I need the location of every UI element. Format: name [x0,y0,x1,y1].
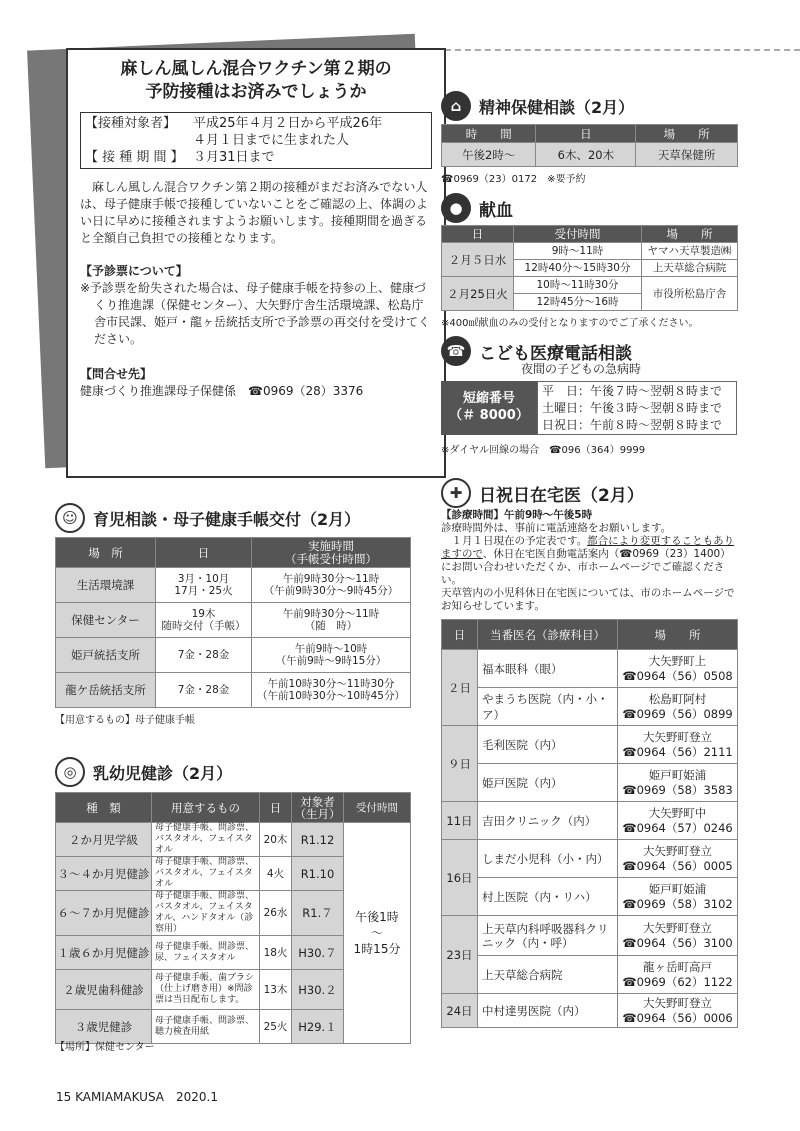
childcare-time: 午前9時～10時 （午前9時～9時15分） [252,638,411,673]
holiday-info [441,509,741,613]
infant-section-title [55,757,232,787]
holiday-header-place: 場 所 [618,620,738,650]
infant-day: 25火 [260,1010,292,1044]
infant-header-type: 種 類 [56,793,152,823]
holiday-doctor: 村上医院（内・リハ） [478,878,618,916]
infant-header-target: 対象者 （生月） [292,793,344,823]
infant-header-items: 用意するもの [152,793,260,823]
childcare-time: 午前9時30分～11時 （随 時） [252,603,411,638]
contact-heading: 【問合せ先】 [80,367,153,381]
holiday-doctor: やまうち医院（内・小・ア） [478,688,618,726]
infant-items: 母子健康手帳、歯ブラシ（仕上げ磨き用）※問診票は当日配布します。 [152,970,260,1010]
mental-title: 精神保健相談（2月） [479,97,635,117]
infant-type: ３～４か月児健診 [56,857,152,891]
top-dashed-rule [425,49,800,51]
contact-value: 健康づくり推進課母子保健係 ☎0969（28）3376 [80,384,364,398]
notice-target-box [80,112,432,169]
mental-header-place: 場 所 [636,125,738,143]
mental-caption: ☎0969（23）0172 ※要予約 [441,174,586,185]
holiday-day: 24日 [442,994,478,1028]
holiday-tel: ☎0969（58）3102 [622,896,733,911]
infant-target: H29.１ [292,1010,344,1044]
holiday-doctor: 上天草総合病院 [478,956,618,994]
notice-title-line1: 麻しん風しん混合ワクチン第２期の [120,59,392,79]
kids-phone-hours [537,381,737,435]
holiday-tel: ☎0964（56）0508 [622,668,733,683]
house-heart-icon: ⌂ [441,91,471,121]
notice-title [80,58,432,104]
target-label: 【接種対象者】 [85,116,177,131]
holiday-addr: 大矢野町登立 [643,995,712,1010]
short-number-label: 短縮番号 [462,391,515,406]
infant-target: H30.２ [292,970,344,1010]
blood-header-date: 日 [442,226,514,243]
holiday-p2c: 、休日在宅医自動電話案内（☎0969（23）1400）にお問い合わせいただくか、市ホームページでご確認ください。 [441,548,731,586]
blood-drop-icon: ● [441,193,471,223]
notice-title-line2: 予防接種はお済みでしょうか [145,82,367,102]
holiday-addr: 大矢野町中 [648,805,707,820]
holiday-tel: ☎0964（56）2111 [622,744,733,759]
holiday-day: ９日 [442,726,478,802]
childcare-place: 生活環境課 [56,568,156,603]
blood-date: ２月５日水 [442,243,514,277]
holiday-addr: 姫戸町姫浦 [648,881,707,896]
holiday-day: 16日 [442,840,478,916]
infant-day: 4火 [260,857,292,891]
hours-holiday: 日祝日：午前８時～翌朝８時まで [542,418,723,432]
kids-phone-title: こども医療電話相談 [479,343,632,364]
holiday-doctor: 吉田クリニック（内） [478,802,618,840]
childcare-table [55,537,411,708]
holiday-addr: 大矢野町上 [648,653,707,668]
blood-header-place: 場 所 [642,226,738,243]
holiday-tel: ☎0969（62）1122 [622,974,733,989]
childcare-time: 午前9時30分～11時 （午前9時30分～9時45分） [252,568,411,603]
blood-place: ヤマハ天草製造㈱ [642,243,738,260]
childcare-days: 7金・28金 [156,673,252,708]
holiday-tel: ☎0969（56）0899 [622,706,733,721]
holiday-addr: 大矢野町登立 [643,843,712,858]
holiday-table [441,619,738,1028]
mental-header-day: 日 [536,125,636,143]
blood-time: 9時～11時 [514,243,642,260]
doctor-icon: ✚ [441,478,471,508]
infant-items: 母子健康手帳、問診票、バスタオル、フェイスタオル [152,823,260,857]
vaccine-notice [36,30,431,460]
holiday-doctor: 中村達男医院（内） [478,994,618,1028]
mother-child-icon: ☺ [55,503,85,533]
mental-days: 6木、20木 [536,143,636,167]
target-value-2: ４月１日までに生まれた人 [193,133,350,148]
kids-phone-subtitle: 夜間の子どもの急病時 [521,362,642,376]
infant-items: 母子健康手帳、問診票、尿、フェイスタオル [152,936,260,970]
holiday-p2b: 都合により変更することもありますので [441,535,735,560]
mental-time: 午後2時～ [442,143,536,167]
telephone-icon: ☎ [441,336,471,366]
kids-phone-caption: ※ダイヤル回線の場合 ☎096（364）9999 [441,445,646,456]
hours-saturday: 土曜日：午後３時～翌朝８時まで [542,401,723,415]
infant-type: １歳６か月児健診 [56,936,152,970]
holiday-tel: ☎0964（57）0246 [622,820,733,835]
holiday-addr: 大矢野町登立 [643,729,712,744]
holiday-addr: 龍ヶ岳町高戸 [643,959,712,974]
holiday-addr: 松島町阿村 [648,691,707,706]
childcare-days: 19木 随時交付（手帳） [156,603,252,638]
holiday-day: ２日 [442,650,478,726]
ticket-heading: 【予診票について】 [80,264,188,278]
infant-day: 26水 [260,891,292,936]
mental-section-title [441,91,634,121]
childcare-days: 7金・28金 [156,638,252,673]
mental-header-time: 時 間 [442,125,536,143]
infant-type: ６～７か月児健診 [56,891,152,936]
infant-day: 13木 [260,970,292,1010]
blood-time: 12時45分～16時 [514,294,642,311]
childcare-header-day: 日 [156,538,252,568]
blood-caption: ※400㎖献血のみの受付となりますのでご了承ください。 [441,318,699,329]
childcare-title: 育児相談・母子健康手帳交付（2月） [93,509,361,529]
infant-target: R1.12 [292,823,344,857]
period-label: 【 接 種 期 間 】 [85,150,184,165]
infant-items: 母子健康手帳、問診票、バスタオル、フェイスタオル [152,857,260,891]
childcare-header-place: 場 所 [56,538,156,568]
blood-header-time: 受付時間 [514,226,642,243]
page-footer: 15 KAMIAMAKUSA 2020.1 [56,1090,218,1104]
holiday-header-day: 日 [442,620,478,650]
ticket-note: ※予診票を紛失された場合は、母子健康手帳を持参の上、健康づくり推進課（保健センター）、大矢野庁舎生活環境課、松島庁舎市民課、姫戸・龍ヶ岳統括支所で予診票の再交付を受けてください。 [80,281,431,346]
blood-time: 12時40分～15時30分 [514,260,642,277]
infant-items: 母子健康手帳、問診票、バスタオル、フェイスタオル、ハンドタオル（診察用） [152,891,260,936]
short-number-box [441,381,537,435]
holiday-day: 23日 [442,916,478,994]
holiday-p1: 診療時間外は、事前に電話連絡をお願いします。 [441,522,672,534]
holiday-section-title [441,478,644,508]
blood-section-title [441,193,513,223]
childcare-place: 姫戸統括支所 [56,638,156,673]
childcare-caption: 【用意するもの】母子健康手帳 [55,715,195,726]
infant-caption: 【場所】保健センター [55,1042,155,1053]
holiday-addr: 大矢野町登立 [643,920,712,935]
hours-weekday: 平 日：午後７時～翌朝８時まで [542,384,723,398]
blood-title: 献血 [479,200,513,221]
holiday-doctor: 毛利医院（内） [478,726,618,764]
infant-day: 20木 [260,823,292,857]
infant-items: 母子健康手帳、問診票、聴力検査用紙 [152,1010,260,1044]
infant-header-reception: 受付時間 [344,793,411,823]
childcare-place: 保健センター [56,603,156,638]
holiday-tel: ☎0969（58）3583 [622,782,733,797]
notice-card [66,48,446,478]
target-value: 平成25年４月２日から平成26年 [193,116,383,131]
holiday-hours-label: 【診療時間】午前9時～午後5時 [441,509,593,521]
infant-target: H30.７ [292,936,344,970]
blood-place: 市役所松島庁舎 [642,277,738,311]
holiday-tel: ☎0964（56）0005 [622,858,733,873]
short-number-value: （＃ 8000） [449,408,529,423]
mental-place: 天草保健所 [636,143,738,167]
blood-time: 10時～11時30分 [514,277,642,294]
holiday-title: 日祝日在宅医（2月） [479,485,644,506]
baby-icon: ◎ [55,757,85,787]
holiday-tel: ☎0964（56）3100 [622,935,733,950]
infant-header-day: 日 [260,793,292,823]
infant-table [55,792,411,1044]
childcare-section-title [55,503,360,533]
holiday-addr: 姫戸町姫浦 [648,767,707,782]
holiday-doctor: 福本眼科（眼） [478,650,618,688]
blood-place: 上天草総合病院 [642,260,738,277]
mental-table [441,124,738,167]
blood-date: ２月25日火 [442,277,514,311]
holiday-doctor: しまだ小児科（小・内） [478,840,618,878]
holiday-p2a: １月１日現在の予定表です。 [451,535,588,547]
holiday-header-doctor: 当番医名（診療科目） [478,620,618,650]
notice-body: 麻しん風しん混合ワクチン第２期の接種がまだお済みでない人は、母子健康手帳で接種していないことをご確認の上、体調のよい日に早めに接種されますようお願いします。接種期間を過ぎると全額自己負担での接種となります。 [80,180,429,245]
holiday-p3: 天草管内の小児科休日在宅医については、市のホームページでお知らせしています。 [441,587,735,612]
childcare-place: 龍ケ岳統括支所 [56,673,156,708]
infant-type: ２歳児歯科健診 [56,970,152,1010]
holiday-doctor: 姫戸医院（内） [478,764,618,802]
holiday-day: 11日 [442,802,478,840]
holiday-tel: ☎0964（56）0006 [622,1010,733,1025]
infant-type: ２か月児学級 [56,823,152,857]
infant-target: R1.10 [292,857,344,891]
infant-target: R1.７ [292,891,344,936]
infant-type: ３歳児健診 [56,1010,152,1044]
childcare-header-time: 実施時間 （手帳受付時間） [252,538,411,568]
period-value: ３月31日まで [193,150,275,165]
childcare-time: 午前10時30分～11時30分 （午前10時30分～10時45分） [252,673,411,708]
blood-table [441,225,738,311]
infant-title: 乳幼児健診（2月） [93,763,233,783]
holiday-doctor: 上天草内科呼吸器科クリニック（内・呼） [478,916,618,956]
infant-reception: 午後1時 ～ 1時15分 [344,823,411,1044]
infant-day: 18火 [260,936,292,970]
childcare-days: 3月・10月 17月・25火 [156,568,252,603]
